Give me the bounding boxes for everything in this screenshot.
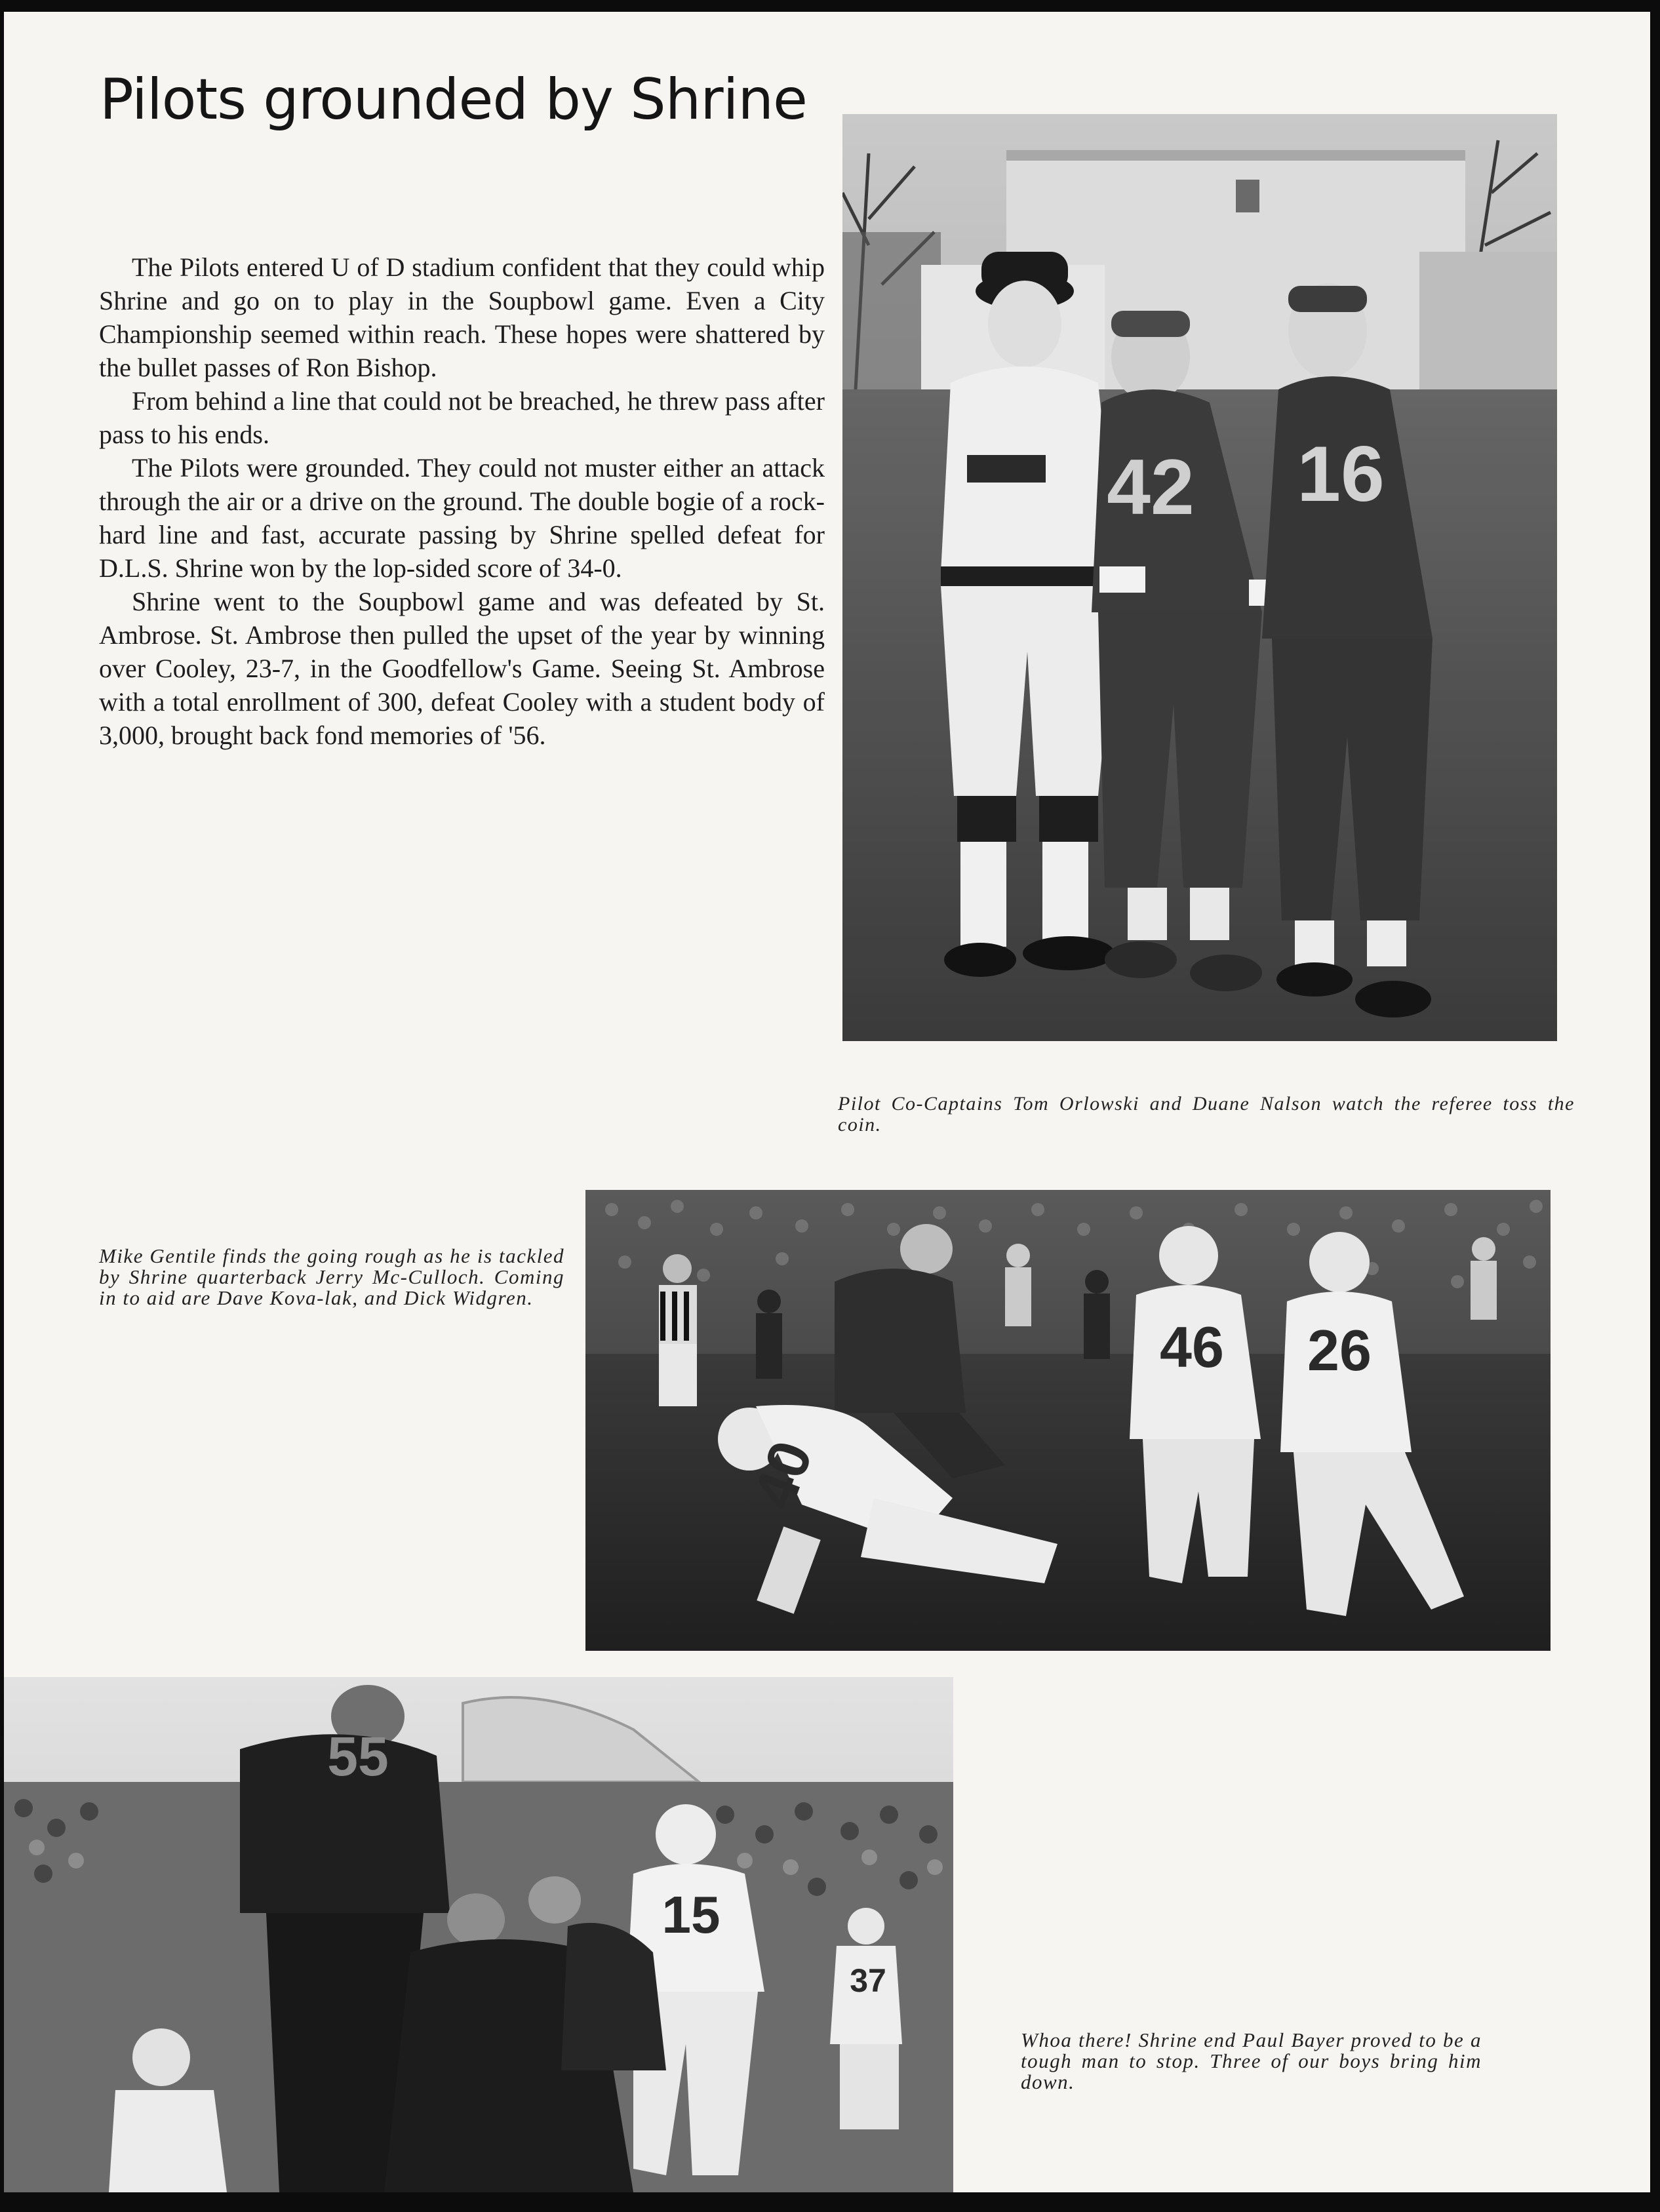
tackle-photo <box>585 1190 1551 1651</box>
jersey-number: 15 <box>662 1886 721 1944</box>
jersey-number: 55 <box>327 1726 389 1787</box>
coin-toss-caption: Pilot Co-Captains Tom Orlowski and Duane Nalson watch the referee toss the coin. <box>838 1093 1575 1136</box>
jersey-number: 40 <box>741 1432 825 1517</box>
article-paragraph: Shrine went to the Soupbowl game and was defeated by St. Ambrose. St. Ambrose then pulled the upset of the year by winning over Cooley, 23-7, in the Goodfellow's Game. Seeing St. Ambrose with a total enrollment of 300, defeat Cooley with a student body of 3,000, brought back fond memories of '56. <box>99 587 825 750</box>
article-paragraph: The Pilots entered U of D stadium confident that they could whip Shrine and go on to play in the Soupbowl game. Even a City Championship seemed within reach. These hopes were shattered by the bullet passes of Ron Bishop. <box>99 252 825 382</box>
yearbook-page <box>4 12 1650 2192</box>
article-paragraph: The Pilots were grounded. They could not muster either an attack through the air or a drive on the ground. The double bogie of a rock-hard line and fast, accurate passing by Shrine spelled defeat for D.L.S. Shrine won by the lop-sided score of 34-0. <box>99 453 825 583</box>
jersey-number: 42 <box>1107 443 1195 531</box>
pileup-photo <box>4 1677 953 2192</box>
jersey-number: 46 <box>1160 1314 1224 1379</box>
tackle-caption: Mike Gentile finds the going rough as he is tackled by Shrine quarterback Jerry Mc-Culloch. Coming in to aid are Dave Kova-lak, and Dick Widgren. <box>99 1244 564 1309</box>
pileup-caption: Whoa there! Shrine end Paul Bayer proved to be a tough man to stop. Three of our boys bring him down. <box>1021 2028 1482 2093</box>
jersey-number: 26 <box>1307 1318 1372 1383</box>
article-body <box>99 250 825 752</box>
coin-toss-photo <box>842 114 1557 1041</box>
jersey-number: 16 <box>1297 430 1385 518</box>
article-paragraph: From behind a line that could not be breached, he threw pass after pass to his ends. <box>99 386 825 449</box>
page-title: Pilots grounded by Shrine <box>100 67 807 132</box>
jersey-number: 37 <box>850 1962 886 1999</box>
